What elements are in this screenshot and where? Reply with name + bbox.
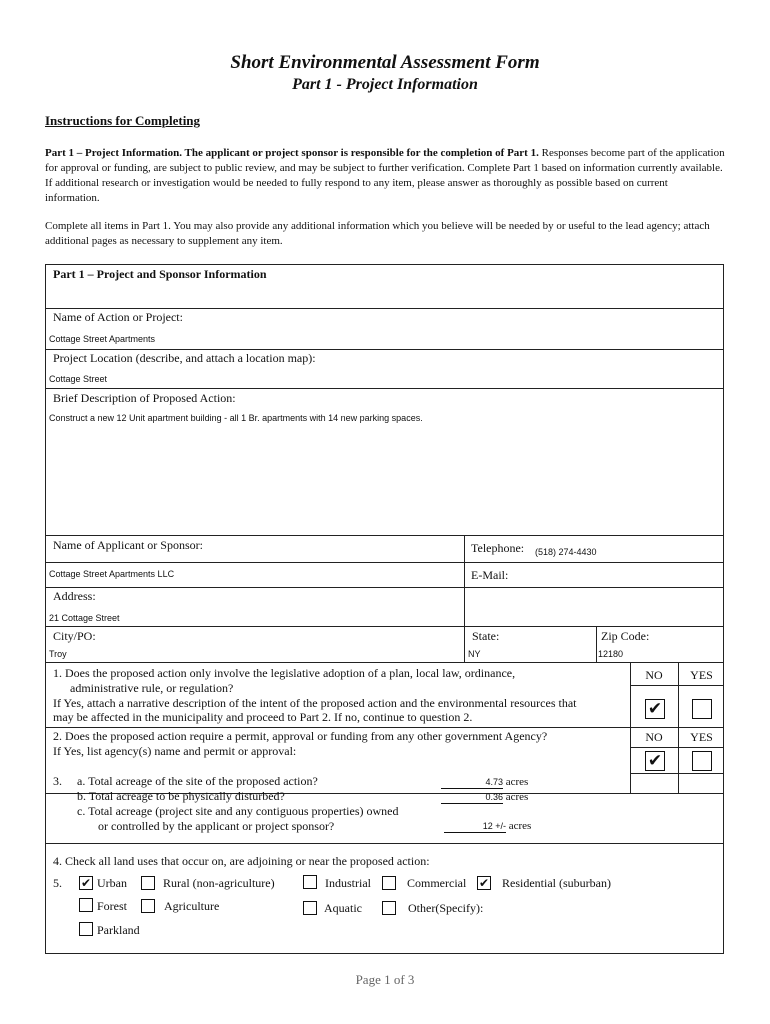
aquatic-checkbox[interactable] (303, 901, 317, 915)
question-1-text-cont: administrative rule, or regulation? (70, 681, 234, 695)
city-label: City/PO: (53, 629, 96, 643)
q2-no-label: NO (645, 730, 663, 744)
applicant-label: Name of Applicant or Sponsor: (53, 538, 203, 552)
question-1-instructions: If Yes, attach a narrative description of the intent of the proposed action and the environmental resources that (53, 696, 577, 710)
form-subtitle: Part 1 - Project Information (292, 76, 478, 93)
question-2-text: 2. Does the proposed action require a permit, approval or funding from any other government Agency? (53, 729, 548, 743)
question-1-text: 1. Does the proposed action only involve the legislative adoption of a plan, local law, ordinance, (53, 666, 516, 680)
question-3c-text: c. Total acreage (project site and any contiguous properties) owned (77, 804, 399, 818)
zip-field[interactable]: 12180 (598, 649, 624, 659)
name-of-action-field[interactable]: Cottage Street Apartments (49, 334, 156, 344)
project-sponsor-form (45, 264, 724, 954)
project-location-label: Project Location (describe, and attach a location map): (53, 351, 316, 365)
rural-checkbox[interactable] (141, 876, 155, 890)
q2-yes-label: YES (690, 730, 713, 744)
project-location-field[interactable]: Cottage Street (49, 374, 108, 384)
telephone-label: Telephone: (471, 541, 525, 555)
agriculture-label: Agriculture (164, 899, 220, 913)
q1-no-checkbox[interactable]: ✔ (645, 699, 665, 719)
address-label: Address: (53, 589, 96, 603)
forest-label: Forest (97, 899, 127, 913)
description-field[interactable]: Construct a new 12 Unit apartment building - all 1 Br. apartments with 14 new parking spaces. (49, 413, 423, 423)
question-3-number: 3. (53, 774, 62, 788)
name-of-action-label: Name of Action or Project: (53, 310, 183, 324)
residential-checkbox[interactable]: ✔ (478, 876, 490, 890)
industrial-label: Industrial (325, 876, 371, 890)
city-field[interactable]: Troy (49, 649, 67, 659)
description-label: Brief Description of Proposed Action: (53, 391, 236, 405)
agriculture-checkbox[interactable] (141, 899, 155, 913)
q1-no-label: NO (645, 668, 663, 682)
industrial-checkbox[interactable] (303, 875, 317, 889)
address-field[interactable]: 21 Cottage Street (49, 613, 120, 623)
zip-label: Zip Code: (601, 629, 650, 643)
email-label: E-Mail: (471, 568, 509, 582)
question-3c-text-cont: or controlled by the applicant or project sponsor? (98, 819, 335, 833)
urban-label: Urban (97, 876, 127, 890)
q2-no-checkbox[interactable]: ✔ (645, 751, 665, 771)
urban-checkbox[interactable]: ✔ (80, 876, 92, 890)
site-acreage-field[interactable]: 4.73 acres (441, 776, 528, 789)
parkland-checkbox[interactable] (79, 922, 93, 936)
rural-label: Rural (non-agriculture) (163, 876, 275, 890)
telephone-field[interactable]: (518) 274-4430 (535, 547, 597, 557)
question-3a-text: a. Total acreage of the site of the proposed action? (77, 774, 318, 788)
state-label: State: (472, 629, 500, 643)
residential-label: Residential (suburban) (502, 876, 611, 890)
question-1-instructions-cont: may be affected in the municipality and proceed to Part 2. If no, continue to question 2. (53, 710, 473, 724)
question-4-text: 4. Check all land uses that occur on, are adjoining or near the proposed action: (53, 854, 430, 868)
aquatic-label: Aquatic (324, 901, 362, 915)
disturbed-acreage-field[interactable]: 0.36 acres (441, 791, 528, 804)
forest-checkbox[interactable] (79, 898, 93, 912)
form-title: Short Environmental Assessment Form (230, 52, 540, 73)
q1-yes-checkbox[interactable] (692, 699, 712, 719)
q2-yes-checkbox[interactable] (692, 751, 712, 771)
section-title: Part 1 – Project and Sponsor Information (53, 267, 267, 281)
parkland-label: Parkland (97, 923, 140, 937)
instructions-heading: Instructions for Completing (45, 113, 201, 128)
page-number: Page 1 of 3 (355, 972, 415, 987)
instructions-paragraph-1: Part 1 – Project Information. The applicant or project sponsor is responsible for the completion of Part 1. Responses become part of the application for approval or funding, are subject to public review, and may be subject to further verification. Complete Part 1 based on information currently available. If additional research or investigation would be needed to fully respond to any item, please answer as thoroughly as possible based on current information. (45, 147, 725, 204)
question-2-instructions: If Yes, list agency(s) name and permit or approval: (53, 744, 297, 758)
q1-yes-label: YES (690, 668, 713, 682)
other-checkbox[interactable] (382, 901, 396, 915)
question-5-number: 5. (53, 876, 62, 890)
state-field[interactable]: NY (468, 649, 481, 659)
commercial-label: Commercial (407, 876, 467, 890)
instructions-paragraph-2: Complete all items in Part 1. You may also provide any additional information which you believe will be needed by or useful to the lead agency; attach additional pages as necessary to supplement any item. (45, 220, 710, 247)
owned-acreage-field[interactable]: 12 +/- acres (444, 820, 531, 833)
commercial-checkbox[interactable] (382, 876, 396, 890)
question-3b-text: b. Total acreage to be physically disturbed? (77, 789, 285, 803)
applicant-field[interactable]: Cottage Street Apartments LLC (49, 569, 175, 579)
other-label: Other(Specify): (408, 901, 484, 915)
